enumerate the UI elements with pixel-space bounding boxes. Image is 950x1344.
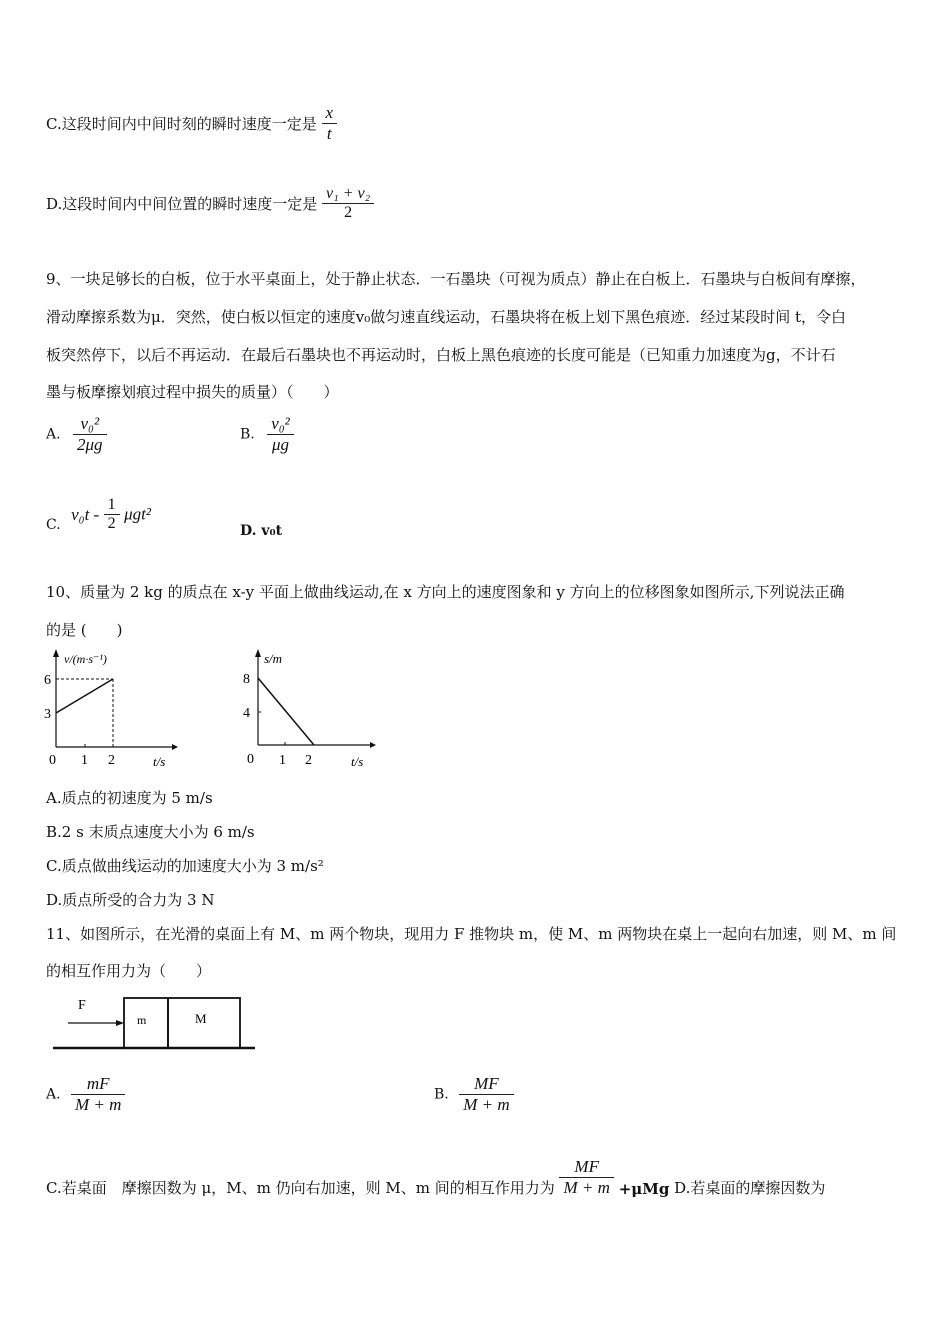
q10-option-a: A.质点的初速度为 5 m/s (46, 789, 213, 807)
q8-option-c (46, 103, 337, 144)
q8-option-c-fraction: $\frac{x}{t}$ (322, 103, 338, 144)
graph2-xtick-1: 1 (279, 753, 286, 768)
graph2-xtick-2: 2 (305, 753, 312, 768)
force-label: F (78, 998, 86, 1013)
q11-option-c-fraction: $\frac{MF}{M + m}$ (559, 1157, 613, 1198)
q8-option-d-fraction: $\frac{\text{v₁ + v₂}}{2}$ (322, 185, 374, 222)
graph1-xtick-2: 2 (108, 753, 115, 768)
graph2-ylabel: s/m (264, 651, 283, 666)
q9-option-b-fraction: $\frac{\text{v₀²}}{\mu g}$ (267, 414, 294, 455)
q10-stem-line-1: 10、质量为 2 kg 的质点在 x-y 平面上做曲线运动,在 x 方向上的速度图象和 y 方向上的位移图象如图所示,下列说法正确 (46, 583, 845, 601)
q10-option-c: C.质点做曲线运动的加速度大小为 3 m/s² (46, 857, 324, 875)
q9-stem-line-3: 板突然停下，以后不再运动．在最后石墨块也不再运动时，白板上黑色痕迹的长度可能是（已知重力加速度为g，不计石 (46, 346, 836, 364)
q9-stem-line-2: 滑动摩擦系数为μ．突然，使白板以恒定的速度v₀做匀速直线运动，石墨块将在板上划下黑色痕迹．经过某段时间 t，令白 (46, 308, 847, 326)
q9-stem-line-4: 墨与板摩擦划痕过程中损失的质量）（ ） (46, 383, 339, 401)
q9-option-c-half: $\frac{1}{2}$ (104, 496, 120, 533)
q11-option-b: B. $\frac{MF}{M + m}$ (434, 1074, 514, 1115)
graph1-xlabel: t/s (153, 754, 166, 769)
q9-option-c: C. v₀t - $\frac{1}{2}$ μgt² (46, 496, 151, 533)
q9-stem-line-1: 9、一块足够长的白板，位于水平桌面上，处于静止状态．一石墨块（可视为质点）静止在白板上．石墨块与白板间有摩擦， (46, 270, 866, 288)
q9-option-a-fraction: $\frac{\text{v₀²}}{2\mu g}$ (73, 414, 107, 455)
graph1-ytick-6: 6 (44, 673, 51, 688)
q8-option-d-text: D.这段时间内中间位置的瞬时速度一定是 (46, 195, 318, 213)
q11-option-a: A. $\frac{mF}{M + m}$ (46, 1074, 125, 1115)
graph2-ytick-8: 8 (243, 672, 250, 687)
q8-option-d (46, 185, 374, 222)
q9-option-b: B. $\frac{\text{v₀²}}{\mu g}$ (240, 414, 294, 455)
q11-option-c-text: C.若桌面 摩擦因数为 μ，M、m 仍向右加速，则 M、m 间的相互作用力为 (46, 1179, 555, 1197)
graph2-xlabel: t/s (351, 754, 364, 769)
graph1-ytick-3: 3 (44, 707, 51, 722)
q11-option-b-fraction: $\frac{MF}{M + m}$ (459, 1074, 513, 1115)
q10-displacement-graph (238, 645, 378, 775)
graph2-xtick-0: 0 (247, 752, 254, 767)
graph1-xtick-1: 1 (81, 753, 88, 768)
q11-stem-line-2: 的相互作用力为（ ） (46, 962, 212, 980)
q10-stem-line-2: 的是 ( ) (46, 621, 123, 639)
q10-velocity-graph (40, 645, 180, 775)
q11-option-d-text: D.若桌面的摩擦因数为 (674, 1179, 826, 1197)
q11-option-c-post: +μMg (618, 1180, 670, 1198)
q11-option-c-and-d (46, 1157, 825, 1198)
q8-option-c-text: C.这段时间内中间时刻的瞬时速度一定是 (46, 115, 317, 133)
q9-option-a: A. $\frac{\text{v₀²}}{2\mu g}$ (46, 414, 107, 455)
graph2-ytick-4: 4 (243, 706, 250, 721)
q11-stem-line-1: 11、如图所示，在光滑的桌面上有 M、m 两个物块，现用力 F 推物块 m，使 M、m 两物块在桌上一起向右加速，则 M、m 间 (46, 925, 897, 943)
block-M-label: M (195, 1011, 207, 1026)
q10-option-b: B.2 s 末质点速度大小为 6 m/s (46, 823, 255, 841)
q9-option-d: D. v₀t (240, 523, 283, 539)
graph1-ylabel: v/(m·s⁻¹) (64, 652, 107, 666)
q11-option-a-fraction: $\frac{mF}{M + m}$ (71, 1074, 125, 1115)
q10-option-d: D.质点所受的合力为 3 N (46, 891, 215, 909)
q11-blocks-figure (48, 990, 263, 1055)
block-m-label: m (137, 1013, 147, 1027)
graph1-xtick-0: 0 (49, 753, 56, 768)
